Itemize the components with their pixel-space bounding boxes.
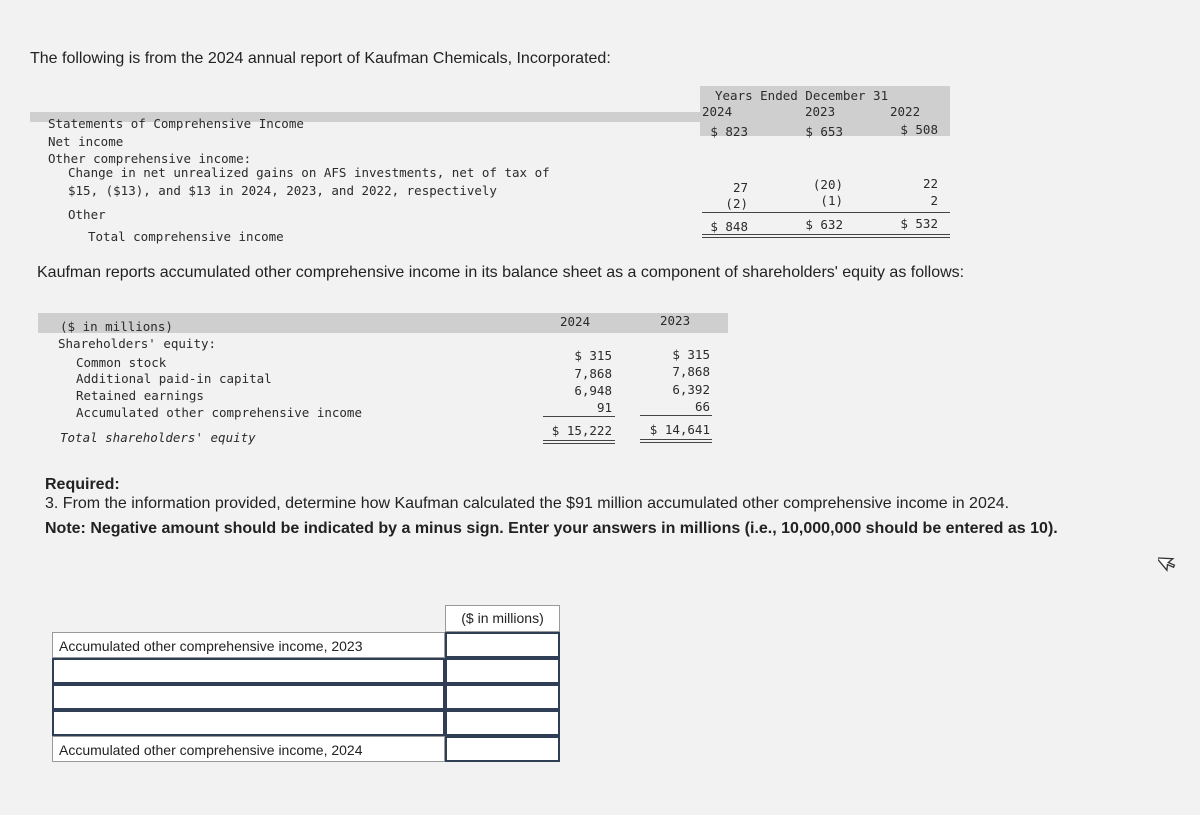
answer-row-aoci-2023-label: Accumulated other comprehensive income, 2023 (52, 632, 445, 658)
common-stock-2023: $ 315 (672, 347, 710, 362)
balance-intro: Kaufman reports accumulated other comprehensive income in its balance sheet as a component of shareholders' equity as follows: (37, 264, 965, 281)
total-2022: $ 532 (900, 216, 938, 231)
intro-text: The following is from the 2024 annual report of Kaufman Chemicals, Incorporated: (30, 50, 611, 67)
equity-year-2023: 2023 (660, 313, 691, 328)
equity-double-rule-2023a (640, 439, 712, 440)
equity-double-rule-2023b (640, 442, 712, 443)
answer-row2-amount-input[interactable] (445, 658, 560, 684)
retained-earnings-2024: 6,948 (574, 383, 612, 398)
year-2024: 2024 (702, 104, 733, 119)
retained-earnings-label: Retained earnings (76, 388, 204, 403)
equity-units: ($ in millions) (60, 319, 173, 334)
aoci-2023: 66 (694, 399, 710, 414)
afs-label-line1: Change in net unrealized gains on AFS investments, net of tax of (68, 165, 550, 180)
statement-title: Statements of Comprehensive Income (48, 116, 304, 131)
answer-row-aoci-2024-label: Accumulated other comprehensive income, 2024 (52, 736, 445, 762)
oci-label: Other comprehensive income: (48, 151, 252, 166)
retained-earnings-2023: 6,392 (672, 382, 710, 397)
equity-double-rule-2024a (543, 440, 615, 441)
aoci-2024: 91 (596, 400, 612, 415)
net-income-2023: $ 653 (805, 124, 843, 139)
other-2022: 2 (930, 193, 938, 208)
year-2022: 2022 (890, 104, 921, 119)
required-heading: Required: (45, 476, 120, 493)
total-label: Total comprehensive income (88, 229, 284, 244)
equity-rule-2024 (543, 416, 615, 417)
total-rule-1 (702, 234, 950, 235)
total-equity-2024: $ 15,222 (551, 423, 612, 438)
answer-row2-label-input[interactable] (52, 658, 445, 684)
other-2023: (1) (820, 193, 843, 208)
answer-column-header: ($ in millions) (445, 605, 560, 632)
equity-double-rule-2024b (543, 443, 615, 444)
common-stock-2024: $ 315 (574, 348, 612, 363)
equity-rule-2023 (640, 415, 712, 416)
afs-label-line2: $15, ($13), and $13 in 2024, 2023, and 2022, respectively (68, 183, 497, 198)
mouse-cursor-icon (1158, 550, 1178, 572)
answer-row3-label-input[interactable] (52, 684, 445, 710)
total-rule-2 (702, 237, 950, 238)
apic-2023: 7,868 (672, 364, 710, 379)
required-question: 3. From the information provided, determine how Kaufman calculated the $91 million accumulated other comprehensive income in 2024. (45, 495, 1010, 512)
net-income-2022: $ 508 (900, 122, 938, 137)
afs-2023: (20) (812, 177, 843, 192)
equity-year-2024: 2024 (560, 314, 591, 329)
apic-label: Additional paid-in capital (76, 371, 272, 386)
common-stock-label: Common stock (76, 355, 167, 370)
required-note: Note: Negative amount should be indicated by a minus sign. Enter your answers in millions (i.e., 10,000,000 should be entered as 10). (45, 520, 1058, 537)
answer-row3-amount-input[interactable] (445, 684, 560, 710)
required-section (45, 475, 1145, 538)
answer-aoci-2024-input[interactable] (445, 736, 560, 762)
period-header: Years Ended December 31 (715, 88, 889, 103)
year-2023: 2023 (805, 104, 836, 119)
net-income-label: Net income (48, 134, 124, 149)
apic-2024: 7,868 (574, 366, 612, 381)
aoci-label: Accumulated other comprehensive income (76, 405, 362, 420)
equity-section-label: Shareholders' equity: (58, 336, 217, 351)
afs-2024: 27 (732, 180, 748, 195)
answer-header-blank (52, 605, 445, 632)
total-equity-label: Total shareholders' equity (60, 430, 256, 445)
other-2024: (2) (725, 196, 748, 211)
total-2024: $ 848 (710, 219, 748, 234)
answer-aoci-2023-input[interactable] (445, 632, 560, 658)
other-label: Other (68, 207, 106, 222)
afs-2022: 22 (922, 176, 938, 191)
answer-row4-label-input[interactable] (52, 710, 445, 736)
subtotal-rule (702, 212, 950, 213)
net-income-2024: $ 823 (710, 124, 748, 139)
total-equity-2023: $ 14,641 (649, 422, 710, 437)
answer-row4-amount-input[interactable] (445, 710, 560, 736)
total-2023: $ 632 (805, 217, 843, 232)
